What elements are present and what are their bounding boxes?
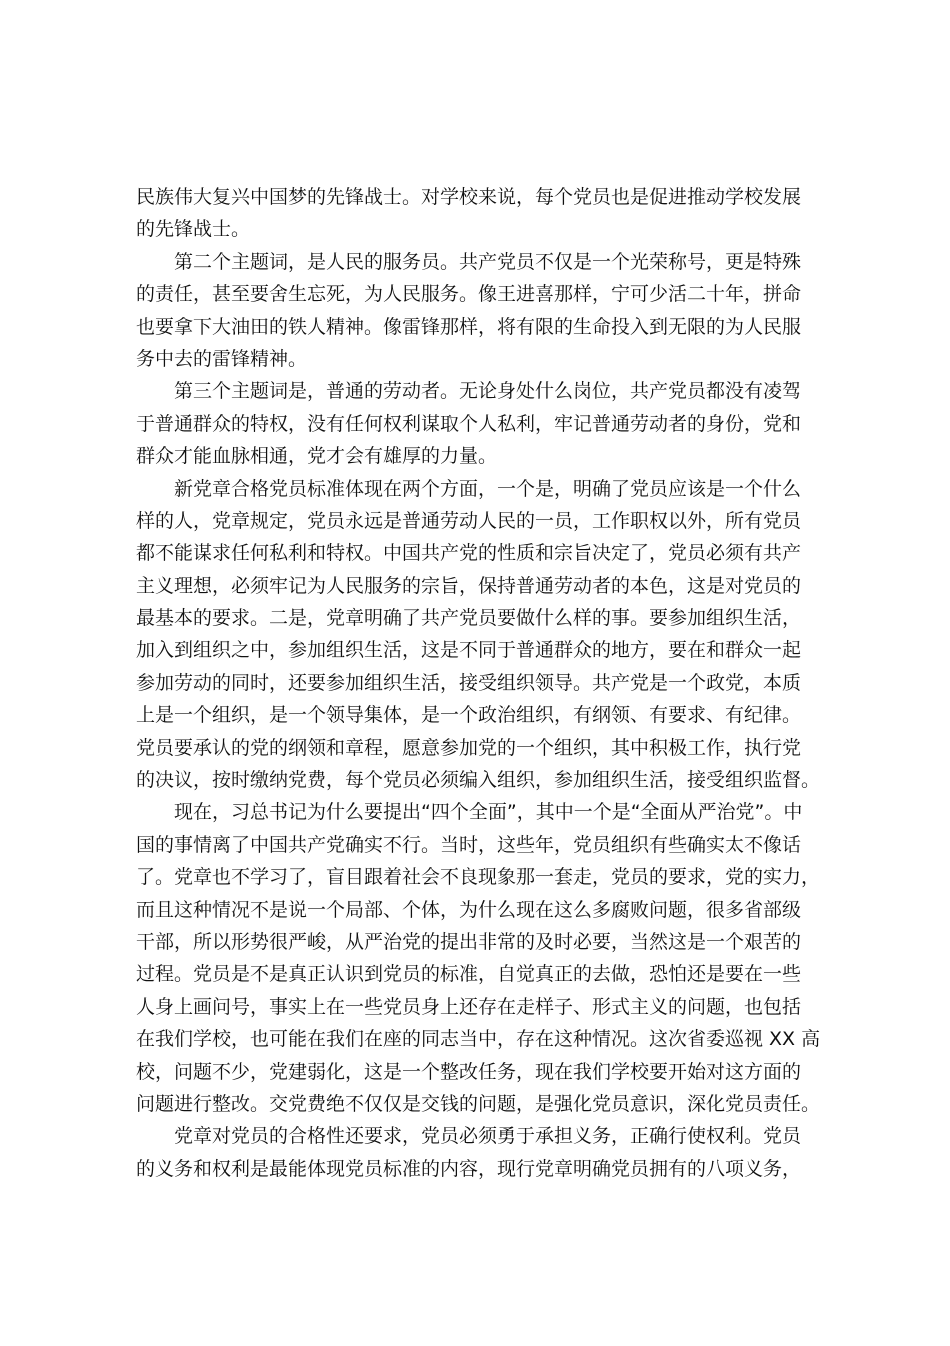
text-line: 了。党章也不学习了，盲目跟着社会不良现象那一套走，党员的要求，党的实力， — [136, 866, 821, 889]
text-line: 都不能谋求任何私利和特权。中国共产党的性质和宗旨决定了，党员必须有共产 — [136, 542, 802, 565]
text-line: 主义理想，必须牢记为人民服务的宗旨，保持普通劳动者的本色，这是对党员的 — [136, 574, 802, 597]
paragraph — [136, 473, 826, 797]
text-line: 过程。党员是不是真正认识到党员的标准，自觉真正的去做，恐怕还是要在一些 — [136, 963, 802, 986]
paragraph — [136, 1120, 826, 1185]
text-line: 的决议，按时缴纳党费，每个党员必须编入组织，参加组织生活，接受组织监督。 — [136, 769, 821, 792]
text-line: 问题进行整改。交党费绝不仅仅是交钱的问题，是强化党员意识，深化党员责任。 — [136, 1092, 821, 1115]
text-line: 于普通群众的特权，没有任何权利谋取个人私利，牢记普通劳动者的身份，党和 — [136, 412, 802, 435]
text-line: 最基本的要求。二是，党章明确了共产党员要做什么样的事。要参加组织生活， — [136, 607, 802, 630]
text-line: 参加劳动的同时，还要参加组织生活，接受组织领导。共产党是一个政党，本质 — [136, 671, 802, 694]
text-line: 的义务和权利是最能体现党员标准的内容，现行党章明确党员拥有的八项义务， — [136, 1157, 802, 1180]
text-line: 第三个主题词是，普通的劳动者。无论身处什么岗位，共产党员都没有凌驾 — [174, 380, 802, 403]
text-line: 校，问题不少，党建弱化，这是一个整改任务，现在我们学校要开始对这方面的 — [136, 1060, 802, 1083]
text-line: 国的事情离了中国共产党确实不行。当时，这些年，党员组织有些确实太不像话 — [136, 833, 802, 856]
paragraph — [136, 375, 826, 472]
text-line: 干部，所以形势很严峻，从严治党的提出非常的及时必要，当然这是一个艰苦的 — [136, 930, 802, 953]
text-line: 新党章合格党员标准体现在两个方面，一个是，明确了党员应该是一个什么 — [174, 477, 802, 500]
paragraph — [136, 796, 826, 1120]
text-line: 样的人，党章规定，党员永远是普通劳动人民的一员，工作职权以外，所有党员 — [136, 509, 802, 532]
text-line: 党员要承认的党的纲领和章程，愿意参加党的一个组织，其中积极工作，执行党 — [136, 736, 802, 759]
text-line: 上是一个组织，是一个领导集体，是一个政治组织，有纲领、有要求、有纪律。 — [136, 704, 802, 727]
document-body — [136, 181, 826, 1185]
text-line: 党章对党员的合格性还要求，党员必须勇于承担义务，正确行使权利。党员 — [174, 1125, 802, 1148]
text-line: 现在，习总书记为什么要提出“四个全面”，其中一个是“全面从严治党”。中 — [174, 801, 803, 824]
text-line: 加入到组织之中，参加组织生活，这是不同于普通群众的地方，要在和群众一起 — [136, 639, 802, 662]
text-line: 务中去的雷锋精神。 — [136, 347, 308, 370]
text-line: 也要拿下大油田的铁人精神。像雷锋那样，将有限的生命投入到无限的为人民服 — [136, 315, 802, 338]
text-line: 人身上画问号，事实上在一些党员身上还存在走样子、形式主义的问题，也包括 — [136, 995, 802, 1018]
text-line: 群众才能血脉相通，党才会有雄厚的力量。 — [136, 445, 498, 468]
text-line: 在我们学校，也可能在我们在座的同志当中，存在这种情况。这次省委巡视 XX 高 — [136, 1028, 821, 1051]
text-line: 的先锋战士。 — [136, 218, 251, 241]
text-line: 第二个主题词，是人民的服务员。共产党员不仅是一个光荣称号，更是特殊 — [174, 250, 802, 273]
paragraph — [136, 181, 826, 246]
text-line: 民族伟大复兴中国梦的先锋战士。对学校来说，每个党员也是促进推动学校发展 — [136, 186, 802, 208]
paragraph — [136, 246, 826, 376]
text-line: 而且这种情况不是说一个局部、个体，为什么现在这么多腐败问题，很多省部级 — [136, 898, 802, 921]
text-line: 的责任，甚至要舍生忘死，为人民服务。像王进喜那样，宁可少活二十年，拼命 — [136, 283, 802, 306]
